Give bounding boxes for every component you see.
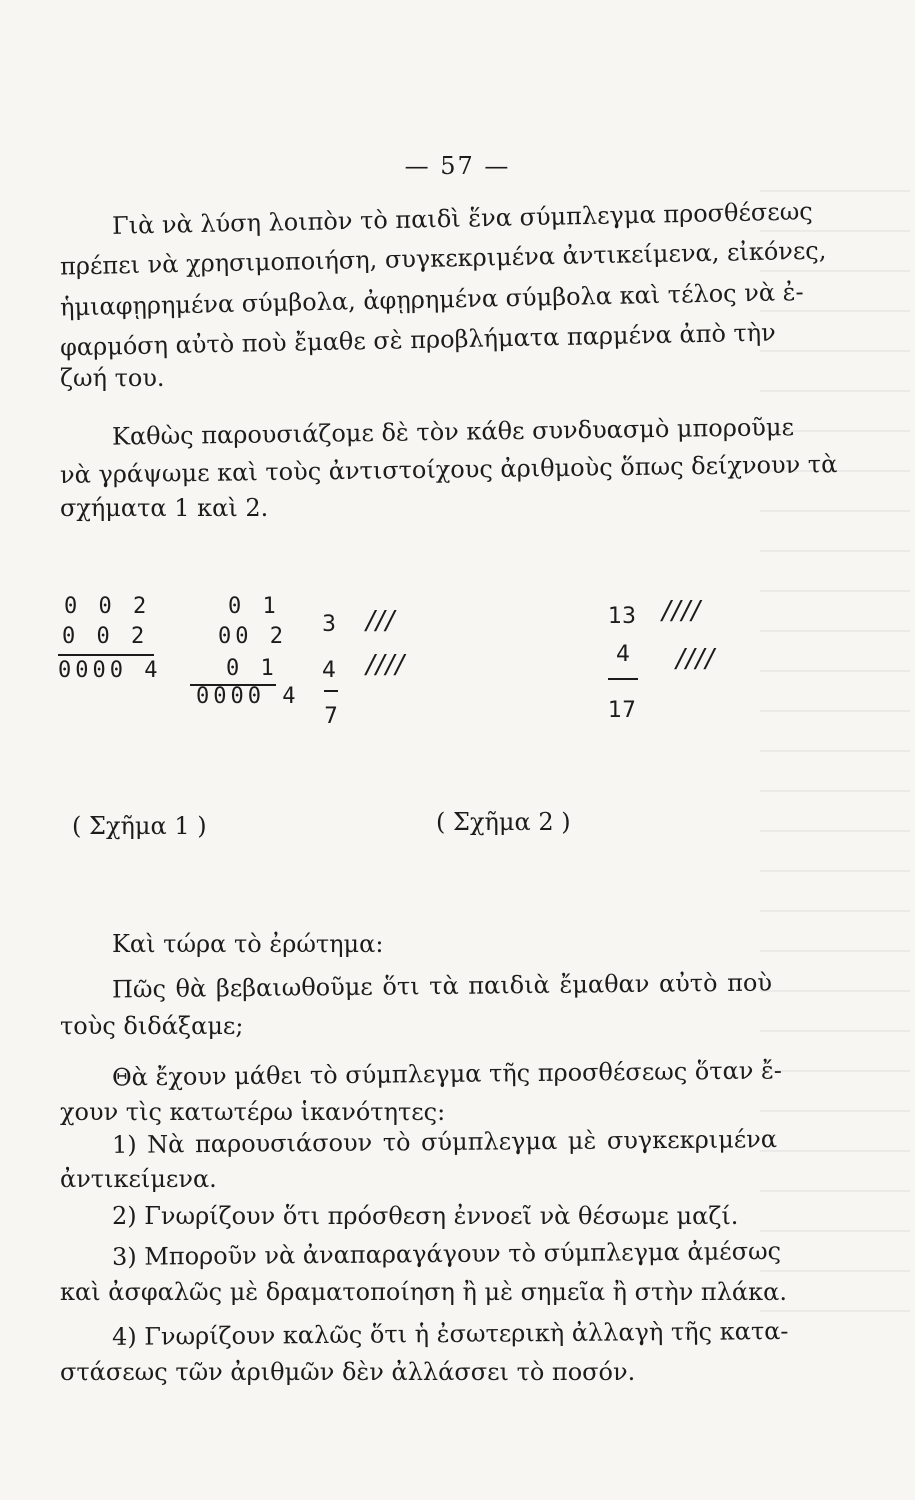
figure2-tally: //// — [676, 644, 716, 674]
ability-item: 4) Γνωρίζουν καλῶς ὅτι ἡ ἐσωτερικὴ ἀλλαγὴ τῆς κατα- — [111, 1316, 789, 1351]
ability-item: ἀντικείμενα. — [60, 1165, 217, 1193]
paragraph2-line: νὰ γράψωμε καὶ τοὺς ἀντιστοίχους ἀριθμοὺς ὅπως δείχνουν τὰ — [59, 450, 838, 489]
figure2-number: 4 — [616, 642, 630, 667]
answer-intro-line: Θὰ ἔχουν μάθει τὸ σύμπλεγμα τῆς προσθέσεως ὅταν ἔ- — [111, 1056, 783, 1092]
figure2-tally: //// — [366, 650, 406, 680]
figure2-sum-rule — [324, 690, 338, 692]
figure1-addend: 0 0 2 — [62, 624, 149, 649]
figure1-sum-rule — [58, 654, 154, 656]
figure2-number: 4 — [322, 658, 336, 683]
figure2-caption: ( Σχῆμα 2 ) — [436, 808, 571, 836]
paragraph1-line: Γιὰ νὰ λύση λοιπὸν τὸ παιδὶ ἕνα σύμπλεγμα προσθέσεως — [111, 197, 813, 240]
ability-item: στάσεως τῶν ἀριθμῶν δὲν ἀλλάσσει τὸ ποσόν. — [60, 1358, 636, 1386]
figure2-tally: /// — [366, 606, 396, 636]
figure1-addend: 0 0 2 — [64, 594, 151, 619]
figure2-number: 13 — [608, 604, 636, 629]
ability-item: 1) Νὰ παρουσιάσουν τὸ σύμπλεγμα μὲ συγκεκριμένα — [111, 1125, 778, 1159]
paragraph1-line: φαρμόση αὐτὸ ποὺ ἔμαθε σὲ προβλήματα παρμένα ἀπὸ τὴν — [59, 318, 777, 362]
figure2-sum-rule — [608, 678, 638, 680]
paragraph2-line: σχήματα 1 καὶ 2. — [60, 494, 269, 522]
question-line: τοὺς διδάξαμε; — [60, 1012, 244, 1040]
ability-item: καὶ ἀσφαλῶς μὲ δραματοποίηση ἢ μὲ σημεῖα ἢ στὴν πλάκα. — [60, 1278, 787, 1306]
ability-item: 3) Μποροῦν νὰ ἀναπαραγάγουν τὸ σύμπλεγμα ἀμέσως — [111, 1237, 782, 1271]
figure2-sum: 7 — [324, 704, 338, 729]
question-line: Πῶς θὰ βεβαιωθοῦμε ὅτι τὰ παιδιὰ ἔμαθαν αὐτὸ ποὺ — [111, 968, 773, 1004]
paragraph2-line: Καθὼς παρουσιάζομε δὲ τὸν κάθε συνδυασμὸ μποροῦμε — [111, 413, 795, 451]
ability-item: 2) Γνωρίζουν ὅτι πρόσθεση ἐννοεῖ νὰ θέσωμε μαζί. — [112, 1202, 739, 1230]
paragraph1-line: ἡμιαφῃρημένα σύμβολα, ἀφῃρημένα σύμβολα καὶ τέλος νὰ ἐ- — [59, 277, 804, 322]
figure1-addend: 00 2 — [218, 624, 287, 649]
bleed-through-texture — [760, 190, 910, 1340]
figure2-sum: 17 — [608, 698, 636, 723]
figure2-tally: //// — [662, 596, 702, 626]
answer-intro-line: χουν τὶς κατωτέρω ἱκανότητες: — [60, 1098, 446, 1126]
paragraph1-line: πρέπει νὰ χρησιμοποιήση, συγκεκριμένα ἀντικείμενα, εἰκόνες, — [59, 236, 827, 281]
figure1-sum: 0000 4 — [58, 658, 162, 683]
paragraph1-line: ζωή του. — [60, 364, 165, 392]
figure1-sum: 0000 4 — [196, 684, 300, 709]
figure1-addend: 0 1 — [228, 594, 280, 619]
figure1-caption: ( Σχῆμα 1 ) — [72, 812, 207, 840]
page-number: — 57 — — [404, 152, 511, 180]
question-intro: Καὶ τώρα τὸ ἐρώτημα: — [112, 930, 384, 958]
figure1-addend: 0 1 — [226, 656, 278, 681]
figure2-number: 3 — [322, 612, 336, 637]
